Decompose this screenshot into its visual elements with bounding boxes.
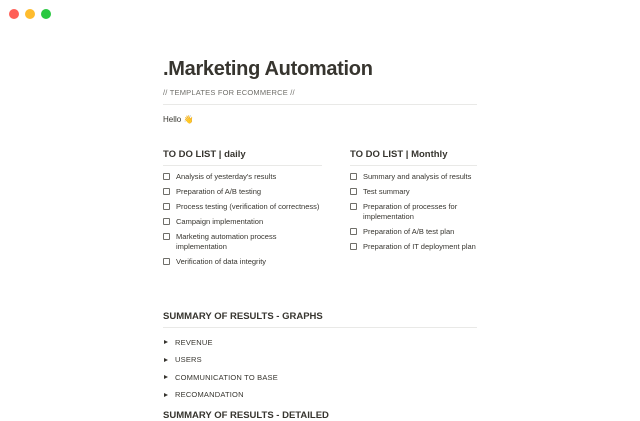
window-controls: [9, 9, 51, 19]
summary-graphs-section: [163, 311, 477, 404]
toggle-triangle-icon[interactable]: [164, 358, 168, 362]
todo-item[interactable]: [163, 217, 322, 227]
checkbox-unchecked[interactable]: [163, 233, 170, 240]
todo-item-label: Process testing (verification of correctness): [176, 202, 320, 211]
page-title: .Marketing Automation: [163, 58, 373, 80]
checkbox-unchecked[interactable]: [163, 218, 170, 225]
todo-daily-heading: TO DO LIST | daily: [163, 149, 246, 160]
todo-daily-section: [163, 149, 322, 272]
toggle-item[interactable]: [163, 386, 477, 404]
toggle-item[interactable]: [163, 351, 477, 369]
graphs-toggle-list: [163, 334, 477, 404]
zoom-button[interactable]: [41, 9, 51, 19]
todo-item[interactable]: [163, 232, 322, 251]
toggle-item[interactable]: [163, 334, 477, 352]
checkbox-unchecked[interactable]: [163, 173, 170, 180]
checkbox-unchecked[interactable]: [163, 203, 170, 210]
summary-detailed-heading: SUMMARY OF RESULTS - DETAILED: [163, 409, 329, 421]
todo-monthly-section: [350, 149, 477, 272]
toggle-triangle-icon[interactable]: [164, 393, 168, 397]
todo-item-label: Verification of data integrity: [176, 256, 267, 266]
todo-item[interactable]: [350, 227, 477, 237]
greeting: [163, 115, 477, 125]
todo-item[interactable]: [163, 172, 322, 182]
todo-item-label: Preparation of IT deployment plan: [363, 241, 476, 251]
toggle-item-label: USERS: [175, 355, 202, 365]
todo-item-label: Summary and analysis of results: [363, 172, 472, 181]
toggle-item-label: RECOMANDATION: [175, 390, 244, 400]
todo-item-label: Preparation of A/B testing: [176, 187, 262, 196]
checkbox-unchecked[interactable]: [350, 173, 357, 180]
checkbox-unchecked[interactable]: [163, 188, 170, 195]
todo-item[interactable]: [350, 242, 477, 252]
greeting-text: Hello: [163, 115, 182, 124]
divider: [163, 165, 322, 166]
todo-item-label: Campaign implementation: [176, 217, 264, 226]
todo-item[interactable]: [350, 202, 477, 221]
checkbox-unchecked[interactable]: [163, 258, 170, 265]
todo-monthly-list: [350, 172, 477, 251]
checkbox-unchecked[interactable]: [350, 188, 357, 195]
todo-item-label: Preparation of A/B test plan: [363, 226, 455, 236]
toggle-item-label: REVENUE: [175, 337, 213, 347]
todo-item[interactable]: [350, 187, 477, 197]
waving-hand-emoji: 👋: [183, 115, 194, 124]
toggle-item[interactable]: [163, 369, 477, 387]
todo-item-label: Preparation of processes for implementation: [363, 202, 458, 221]
todo-item-label: Test summary: [363, 187, 410, 196]
todo-item[interactable]: [163, 187, 322, 197]
todo-item[interactable]: [163, 257, 322, 267]
summary-detailed-section: [163, 410, 477, 421]
checkbox-unchecked[interactable]: [350, 228, 357, 235]
todo-item-label: Analysis of yesterday's results: [176, 172, 277, 181]
minimize-button[interactable]: [25, 9, 35, 19]
page-content: [163, 0, 477, 421]
divider: [163, 327, 477, 328]
divider: [163, 104, 477, 105]
page-subtitle: // TEMPLATES FOR ECOMMERCE //: [163, 88, 295, 97]
divider: [350, 165, 477, 166]
close-button[interactable]: [9, 9, 19, 19]
toggle-item-label: COMMUNICATION TO BASE: [175, 372, 278, 382]
todo-item[interactable]: [350, 172, 477, 182]
todo-daily-list: [163, 172, 322, 266]
checkbox-unchecked[interactable]: [350, 203, 357, 210]
todo-monthly-heading: TO DO LIST | Monthly: [350, 149, 448, 160]
todo-item-label: Marketing automation process implementation: [176, 232, 277, 251]
toggle-triangle-icon[interactable]: [164, 375, 168, 379]
checkbox-unchecked[interactable]: [350, 243, 357, 250]
toggle-triangle-icon[interactable]: [164, 340, 168, 344]
todo-item[interactable]: [163, 202, 322, 212]
todo-lists: [163, 149, 477, 272]
summary-graphs-heading: SUMMARY OF RESULTS - GRAPHS: [163, 310, 323, 322]
